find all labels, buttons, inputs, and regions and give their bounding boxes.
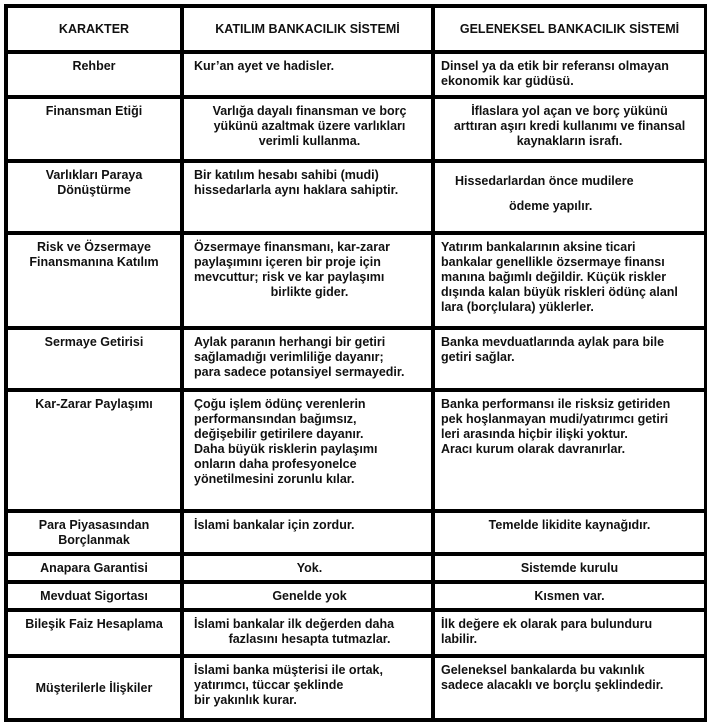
row-geleneksel [435,54,704,96]
cell-line: Sermaye Getirisi [44,334,144,349]
row-geleneksel [435,235,704,326]
cell-line: değişebilir getirilere dayanır. [194,427,364,442]
cell-line: Dönüştürme [57,182,131,197]
row-geleneksel [435,513,704,553]
cell-line: sağlamadığı verimliliğe dayanır; [194,349,384,364]
cell-line: Müşterilerle İlişkiler [35,681,153,696]
cell-line: Anapara Garantisi [40,561,148,576]
table-row [8,235,704,326]
cell-line: Varlıkları Paraya [45,167,143,182]
row-karakter [8,584,180,608]
table-row [8,99,704,158]
cell-line: Mevduat Sigortası [40,589,148,604]
cell-line: hissedarlarla aynı haklara sahiptir. [194,182,399,197]
row-katilim [184,584,431,608]
cell-line: Yok. [296,561,323,576]
cell-line: performansından bağımsız, [194,412,357,427]
cell-line: Risk ve Özsermaye [37,240,151,255]
row-geleneksel [435,658,704,718]
cell-line: Kur’an ayet ve hadisler. [194,58,335,73]
cell-line: labilir. [441,631,478,646]
cell-line: Geleneksel bankalarda bu vakınlık [441,662,645,677]
row-karakter [8,54,180,96]
cell-line: Genelde yok [272,589,347,604]
cell-line: Bileşik Faiz Hesaplama [25,616,163,631]
table-header-row [8,8,704,50]
cell-line: verimli kullanma. [258,134,361,149]
cell-line: İflaslara yol açan ve borç yükünü [471,104,668,119]
table-row [8,54,704,96]
cell-line: Dinsel ya da etik bir referansı olmayan [441,58,669,73]
cell-line: Kar-Zarar Paylaşımı [35,397,153,412]
cell-line: Özsermaye finansmanı, kar-zarar [194,240,390,255]
row-katilim [184,235,431,326]
cell-line: getiri sağlar. [441,349,515,364]
cell-line: para sadece potansiyel sermayedir. [194,364,405,379]
row-katilim [184,612,431,654]
table-row [8,612,704,654]
row-karakter [8,392,180,509]
row-katilim [184,556,431,580]
cell-line: yükünü azaltmak üzere varlıkları [213,119,406,134]
row-karakter [8,556,180,580]
row-karakter [8,330,180,388]
row-katilim [184,330,431,388]
row-katilim [184,513,431,553]
cell-line: Finansmanına Katılım [29,255,159,270]
row-geleneksel [435,392,704,509]
cell-line: İslami banka müşterisi ile ortak, [194,662,383,677]
cell-line: sadece alacaklı ve borçlu şeklindedir. [441,677,664,692]
table-row [8,658,704,718]
cell-line: Banka performansı ile risksiz getiriden [441,397,671,412]
row-geleneksel [435,612,704,654]
row-katilim [184,658,431,718]
table-row [8,163,704,232]
cell-line: Çoğu işlem ödünç verenlerin [194,397,366,412]
cell-line: Temelde likidite kaynağıdır. [488,517,651,532]
row-karakter [8,513,180,553]
table-row [8,584,704,608]
header-karakter: KARAKTER [8,8,180,50]
cell-line: Daha büyük risklerin paylaşımı [194,442,378,457]
cell-line: İlk değere ek olarak para bulunduru [441,616,653,631]
cell-line: yönetilmesini zorunlu kılar. [194,472,355,487]
cell-line: yatırımcı, tüccar şeklinde [194,677,344,692]
cell-line: mevcuttur; risk ve kar paylaşımı [194,270,385,285]
cell-line: Borçlanmak [58,532,130,547]
cell-line: leri arasında hiçbir ilişki yoktur. [441,427,628,442]
row-katilim [184,163,431,232]
cell-line: onların daha profesyonelce [194,457,357,472]
row-geleneksel [435,584,704,608]
row-karakter [8,612,180,654]
header-katilim: KATILIM BANKACILIK SİSTEMİ [184,8,431,50]
table-row [8,392,704,509]
row-karakter [8,163,180,232]
cell-line: dışında kalan büyük riskleri ödünç alanl [441,285,678,300]
row-geleneksel [435,99,704,158]
cell-line: Banka mevduatlarında aylak para bile [441,334,665,349]
cell-line: Varlığa dayalı finansman ve borç [212,104,407,119]
header-geleneksel: GELENEKSEL BANKACILIK SİSTEMİ [435,8,704,50]
cell-line: kaynakların israfı. [516,134,623,149]
table-row [8,330,704,388]
cell-line: arttıran aşırı kredi kullanımı ve finansal [453,119,686,134]
row-geleneksel [435,163,704,232]
cell-line: İslami bankalar için zordur. [194,517,355,532]
cell-line: Hissedarlardan önce mudilere [455,173,634,188]
row-karakter [8,658,180,718]
comparison-table [4,4,707,722]
cell-line: Aracı kurum olarak davranırlar. [441,442,626,457]
cell-line: ekonomik kar güdüsü. [441,73,574,88]
row-katilim [184,392,431,509]
cell-line: Finansman Etiği [45,104,143,119]
cell-line: pek hoşlanmayan mudi/yatırımcı getiri [441,412,669,427]
cell-line: Aylak paranın herhangi bir getiri [194,334,386,349]
row-karakter [8,99,180,158]
comparison-table-frame [4,4,704,722]
cell-line: Kısmen var. [534,589,605,604]
cell-line: bankalar genellikle özsermaye finansı [441,255,665,270]
cell-line: birlikte gider. [270,285,349,300]
cell-line: İslami bankalar ilk değerden daha [194,616,395,631]
cell-line: ödeme yapılır. [509,198,593,213]
cell-line: Rehber [72,58,116,73]
table-row [8,556,704,580]
cell-line: Yatırım bankalarının aksine ticari [441,240,636,255]
row-katilim [184,54,431,96]
table-row [8,513,704,553]
cell-line: lara (borçlulara) yüklerler. [441,300,594,315]
row-karakter [8,235,180,326]
cell-line: Para Piyasasından [38,517,150,532]
cell-line: bir yakınlık kurar. [194,692,297,707]
row-geleneksel [435,556,704,580]
cell-line: paylaşımını içeren bir proje için [194,255,381,270]
row-katilim [184,99,431,158]
cell-line: Bir katılım hesabı sahibi (mudi) [194,167,379,182]
cell-line: fazlasını hesapta tutmazlar. [228,631,391,646]
row-geleneksel [435,330,704,388]
cell-line: manına bağımlı değildir. Küçük riskler [441,270,667,285]
cell-line: Sistemde kurulu [520,561,619,576]
